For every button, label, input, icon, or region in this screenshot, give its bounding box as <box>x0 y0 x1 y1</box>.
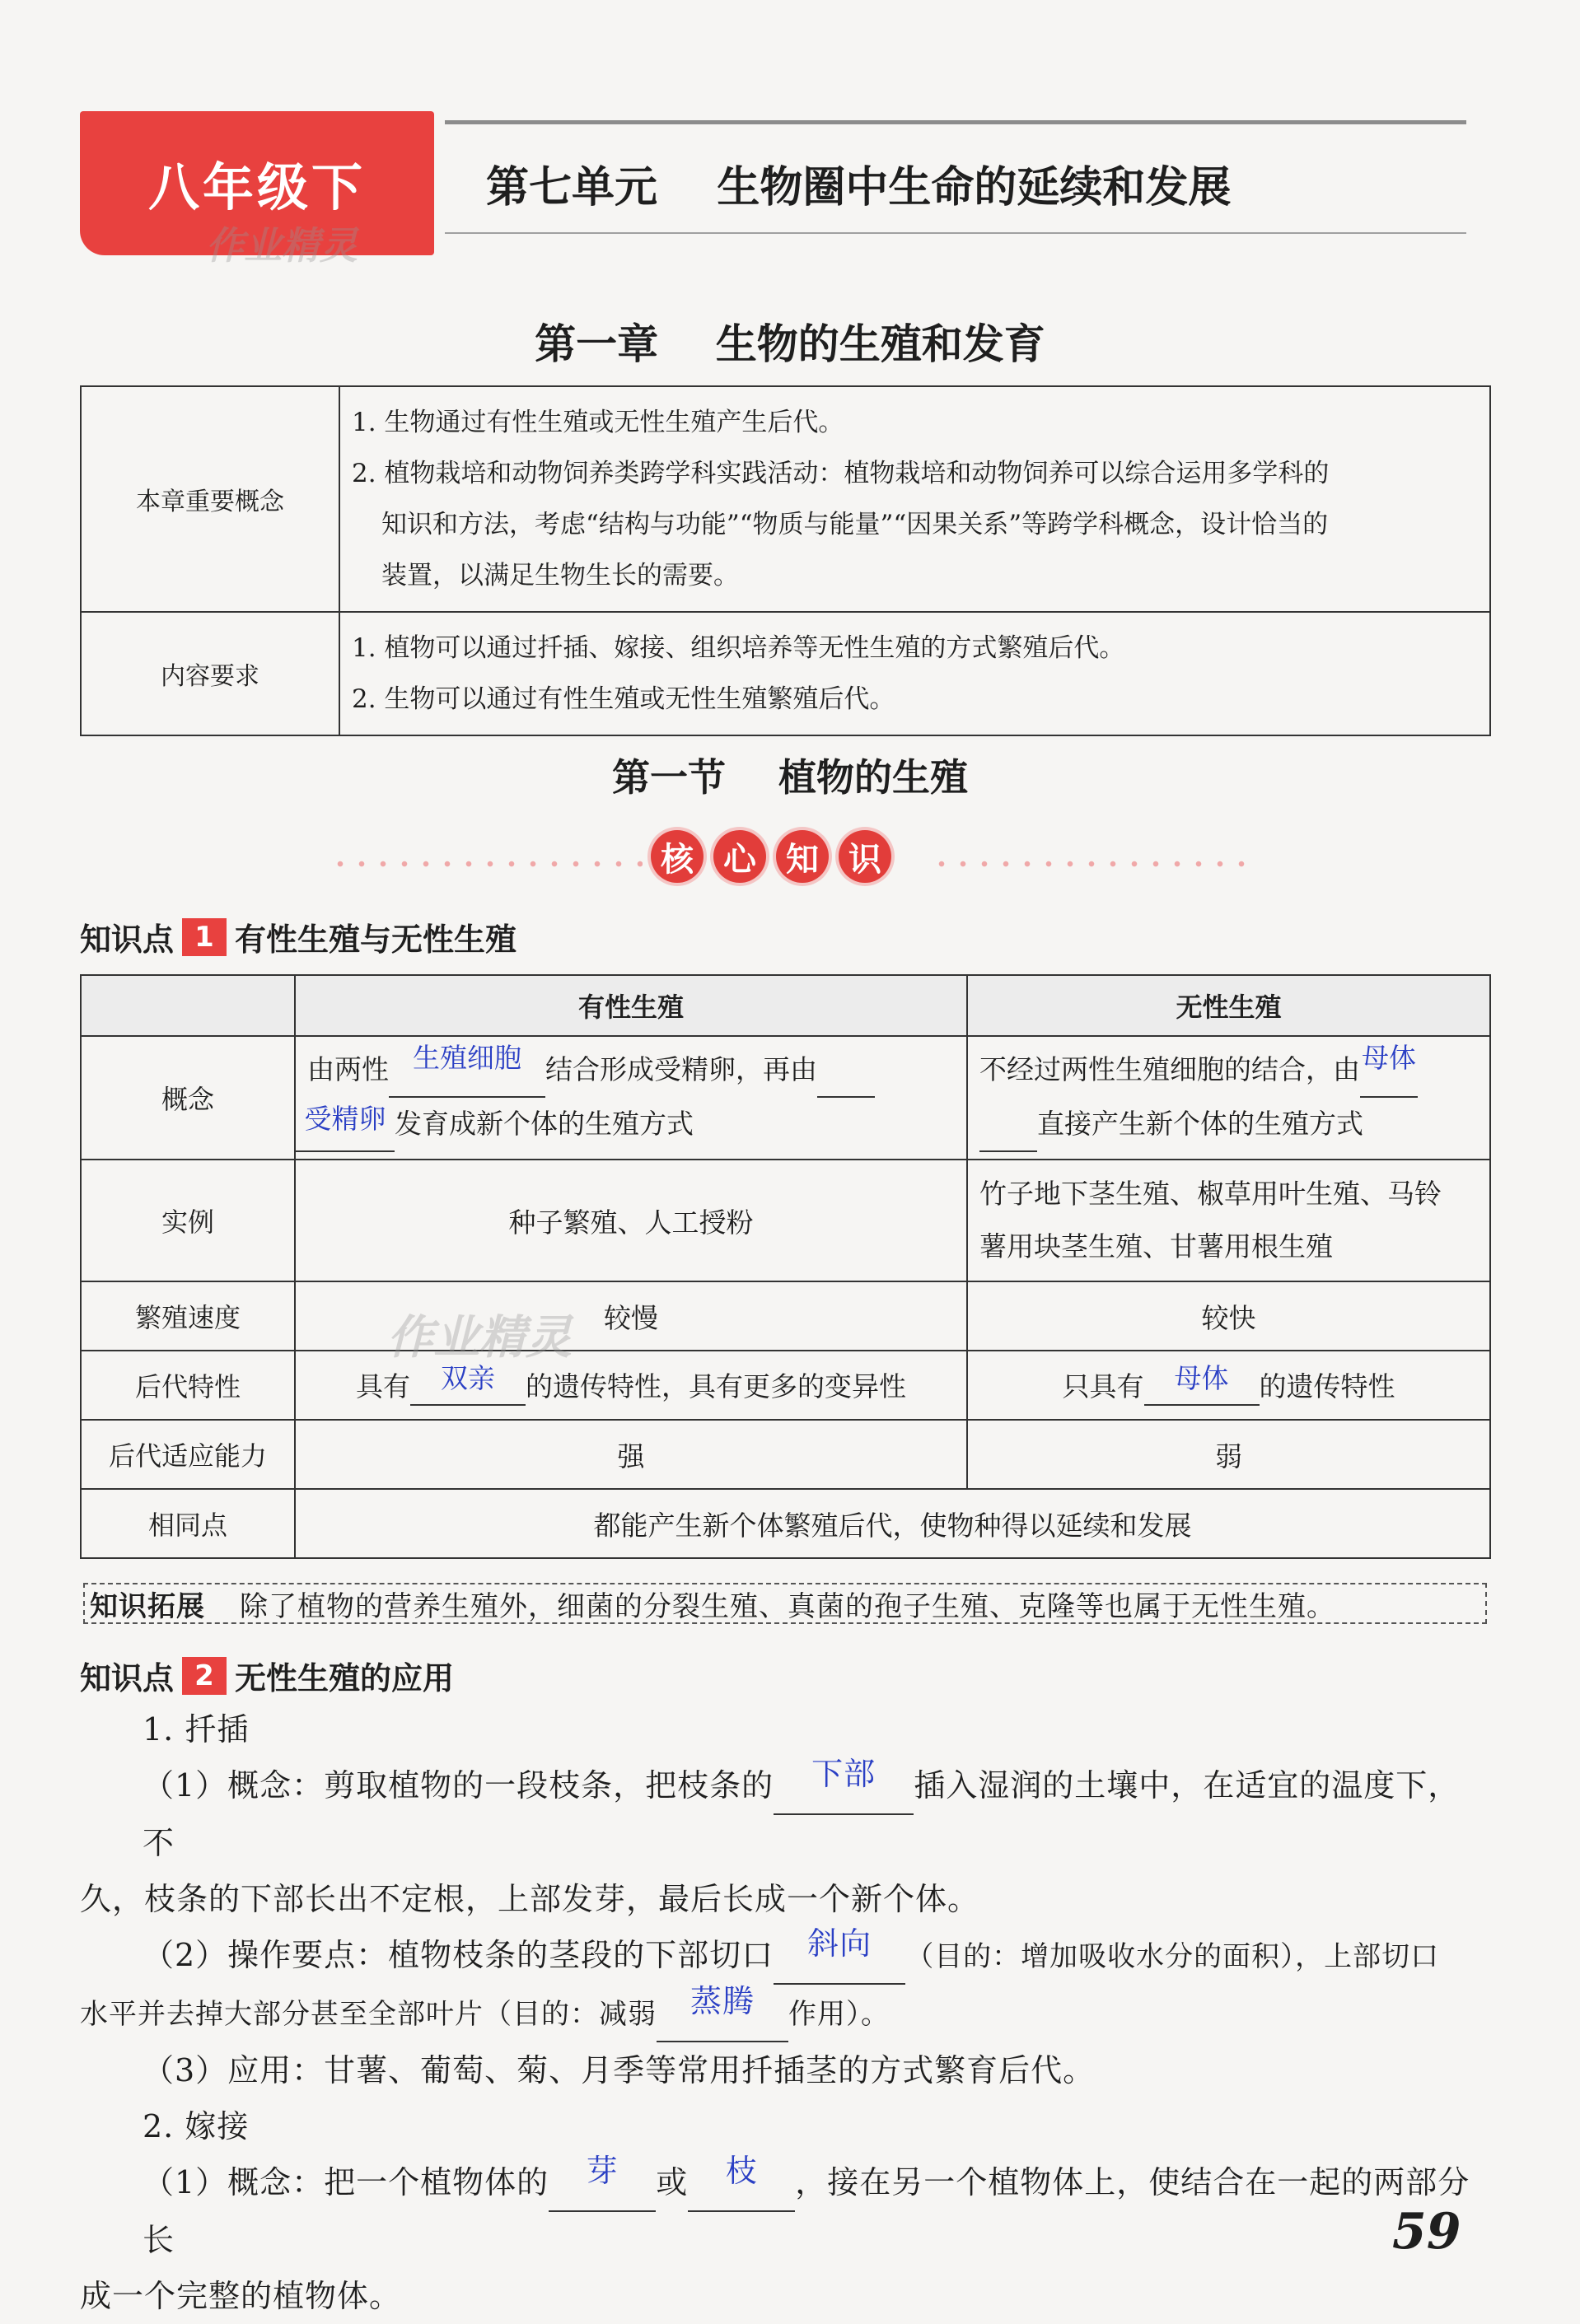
concept-line: 1. 生物通过有性生殖或无性生殖产生后代。 <box>352 408 844 437</box>
requirement-label: 内容要求 <box>81 612 339 735</box>
answer-blank <box>688 2154 795 2212</box>
cutting-heading: 1. 扦插 <box>143 1711 250 1748</box>
asexual-concept-cell <box>967 1036 1490 1160</box>
text: 不经过两性生殖细胞的结合，由 <box>979 1053 1360 1085</box>
chapter-concept-table <box>80 385 1491 736</box>
concept-line: 装置，以满足生物生长的需要。 <box>381 561 739 590</box>
unit-title: 第七单元 生物圈中生命的延续和发展 <box>486 163 1232 212</box>
answer-blank <box>1144 1361 1260 1406</box>
extension-text: 除了植物的营养生殖外，细菌的分裂生殖、真菌的孢子生殖、克隆等也属于无性生殖。 <box>240 1589 1335 1623</box>
chapter-title: 第一章 生物的生殖和发育 <box>535 320 1045 368</box>
table-row <box>81 612 1490 735</box>
section-title: 第一节 植物的生殖 <box>611 755 969 800</box>
cutting-p1-cont: 久，枝条的下部长出不定根，上部发芽，最后长成一个新个体。 <box>80 1881 980 1917</box>
body-text <box>80 1701 1489 2324</box>
table-row <box>81 1420 1490 1489</box>
answer-blank <box>657 1985 788 2042</box>
table-row <box>81 1351 1490 1420</box>
core-knowledge-banner <box>651 830 891 883</box>
answer: 双亲 <box>441 1361 495 1394</box>
core-char: 心 <box>713 830 766 883</box>
answer: 下部 <box>811 1756 876 1792</box>
answer: 蒸腾 <box>689 1983 755 2019</box>
asexual-speed-cell: 较快 <box>967 1281 1490 1351</box>
answer: 芽 <box>586 2153 619 2189</box>
common-cell: 都能产生新个体繁殖后代，使物种得以延续和发展 <box>295 1489 1490 1558</box>
text: 发育成新个体的生殖方式 <box>395 1108 694 1140</box>
answer-blank <box>549 2154 656 2212</box>
table-row <box>81 1489 1490 1558</box>
answer: 母体 <box>1174 1361 1229 1394</box>
text: 作用）。 <box>788 1998 890 2031</box>
grafting-p1 <box>80 2154 1489 2268</box>
watermark: 作业精灵 <box>387 1311 572 1365</box>
answer-blank <box>774 1757 914 1815</box>
row-label: 概念 <box>81 1036 295 1160</box>
kp-title: 无性生殖的应用 <box>235 1660 455 1696</box>
row-label: 后代适应能力 <box>81 1420 295 1489</box>
knowledge-extension-box <box>83 1583 1487 1624</box>
sexual-example-cell: 种子繁殖、人工授粉 <box>295 1160 967 1281</box>
concept-label: 本章重要概念 <box>81 386 339 612</box>
text: （1）概念：剪取植物的一段枝条，把枝条的 <box>143 1767 774 1804</box>
requirement-line: 2. 生物可以通过有性生殖或无性生殖繁殖后代。 <box>352 684 895 714</box>
cutting-p2 <box>80 1927 1489 1985</box>
header-asexual: 无性生殖 <box>967 975 1490 1036</box>
cutting-p2-cont <box>80 1985 1489 2042</box>
header-empty-cell <box>81 975 295 1036</box>
answer: 受精卵 <box>304 1103 386 1135</box>
table-row <box>81 1281 1490 1351</box>
text: 的遗传特性 <box>1259 1370 1395 1402</box>
answer: 生殖细胞 <box>413 1042 521 1074</box>
knowledge-point-2-heading <box>80 1653 454 1698</box>
answer: 枝 <box>725 2153 758 2189</box>
table-row <box>81 1160 1490 1281</box>
unit-rule <box>445 232 1466 234</box>
extension-label: 知识拓展 <box>90 1589 205 1623</box>
text: 水平并去掉大部分甚至全部叶片（目的：减弱 <box>80 1998 657 2031</box>
text: 薯用块茎生殖、甘薯用根生殖 <box>979 1230 1333 1262</box>
header-sexual: 有性生殖 <box>295 975 967 1036</box>
kp-label: 知识点 <box>80 922 175 958</box>
kp-label: 知识点 <box>80 1660 175 1696</box>
text: （1）概念：把一个植物体的 <box>143 2164 549 2200</box>
grade-tab: 八年级下 <box>80 111 434 255</box>
sexual-concept-cell <box>295 1036 967 1160</box>
row-label: 后代特性 <box>81 1351 295 1420</box>
core-char: 识 <box>839 830 891 883</box>
kp-number-badge: 1 <box>182 918 227 956</box>
text: 直接产生新个体的生殖方式 <box>1037 1108 1363 1140</box>
concept-line: 知识和方法，考虑“结构与功能”“物质与能量”“因果关系”等跨学科概念，设计恰当的 <box>381 510 1329 539</box>
answer-blank <box>410 1361 526 1406</box>
row-label: 相同点 <box>81 1489 295 1558</box>
cutting-p1 <box>80 1757 1489 1871</box>
kp-title: 有性生殖与无性生殖 <box>235 922 517 958</box>
reproduction-compare-table <box>80 974 1491 1559</box>
asexual-adapt-cell: 弱 <box>967 1420 1490 1489</box>
cutting-p3: （3）应用：甘薯、葡萄、菊、月季等常用扦插茎的方式繁育后代。 <box>143 2052 1096 2088</box>
core-char: 知 <box>776 830 829 883</box>
text: ，接在另一个植物体上，使结合在一起的两部分长 <box>143 2164 1470 2258</box>
concept-line: 2. 植物栽培和动物饲养类跨学科实践活动：植物栽培和动物饲养可以综合运用多学科的 <box>352 459 1330 488</box>
answer-blank <box>774 1927 905 1985</box>
text: 具有 <box>356 1370 410 1402</box>
text: 竹子地下茎生殖、椒草用叶生殖、马铃 <box>979 1178 1442 1210</box>
row-label: 实例 <box>81 1160 295 1281</box>
answer-blank <box>296 1098 395 1152</box>
asexual-example-cell <box>967 1160 1490 1281</box>
answer-blank <box>389 1043 545 1098</box>
dotted-divider-right <box>931 860 1252 868</box>
dotted-divider-left <box>330 860 643 868</box>
sexual-speed-cell: 较慢 <box>295 1281 967 1351</box>
top-rule <box>445 120 1466 124</box>
requirement-line: 1. 植物可以通过扦插、嫁接、组织培养等无性生殖的方式繁殖后代。 <box>352 633 1125 663</box>
text: （目的：增加吸收水分的面积），上部切口 <box>905 1940 1440 1973</box>
page-number: 59 <box>1392 2203 1461 2261</box>
answer-blank <box>1360 1043 1418 1098</box>
text: 由两性 <box>307 1053 389 1085</box>
text: 或 <box>656 2164 689 2200</box>
answer-blank-trailing <box>817 1043 875 1098</box>
grafting-heading: 2. 嫁接 <box>143 2108 250 2144</box>
table-row <box>81 1036 1490 1160</box>
text: （2）操作要点：植物枝条的茎段的下部切口 <box>143 1937 774 1973</box>
text: 结合形成受精卵，再由 <box>545 1053 817 1085</box>
text: 插入湿润的土壤中，在适宜的温度下，不 <box>143 1767 1461 1861</box>
row-label: 繁殖速度 <box>81 1281 295 1351</box>
grafting-p1-cont: 成一个完整的植物体。 <box>80 2278 402 2314</box>
sexual-adapt-cell: 强 <box>295 1420 967 1489</box>
watermark: 作业精灵 <box>206 223 358 268</box>
text: 只具有 <box>1062 1370 1144 1402</box>
text: 的遗传特性，具有更多的变异性 <box>526 1370 906 1402</box>
asexual-traits-cell <box>967 1351 1490 1420</box>
core-char: 核 <box>651 830 704 883</box>
knowledge-point-1-heading <box>80 914 517 959</box>
table-header-row <box>81 975 1490 1036</box>
answer: 斜向 <box>807 1925 872 1962</box>
kp-number-badge: 2 <box>182 1657 227 1695</box>
answer-blank-leading <box>979 1098 1037 1152</box>
answer: 母体 <box>1362 1042 1416 1074</box>
requirement-content <box>339 612 1490 735</box>
table-row <box>81 386 1490 612</box>
concept-content <box>339 386 1490 612</box>
